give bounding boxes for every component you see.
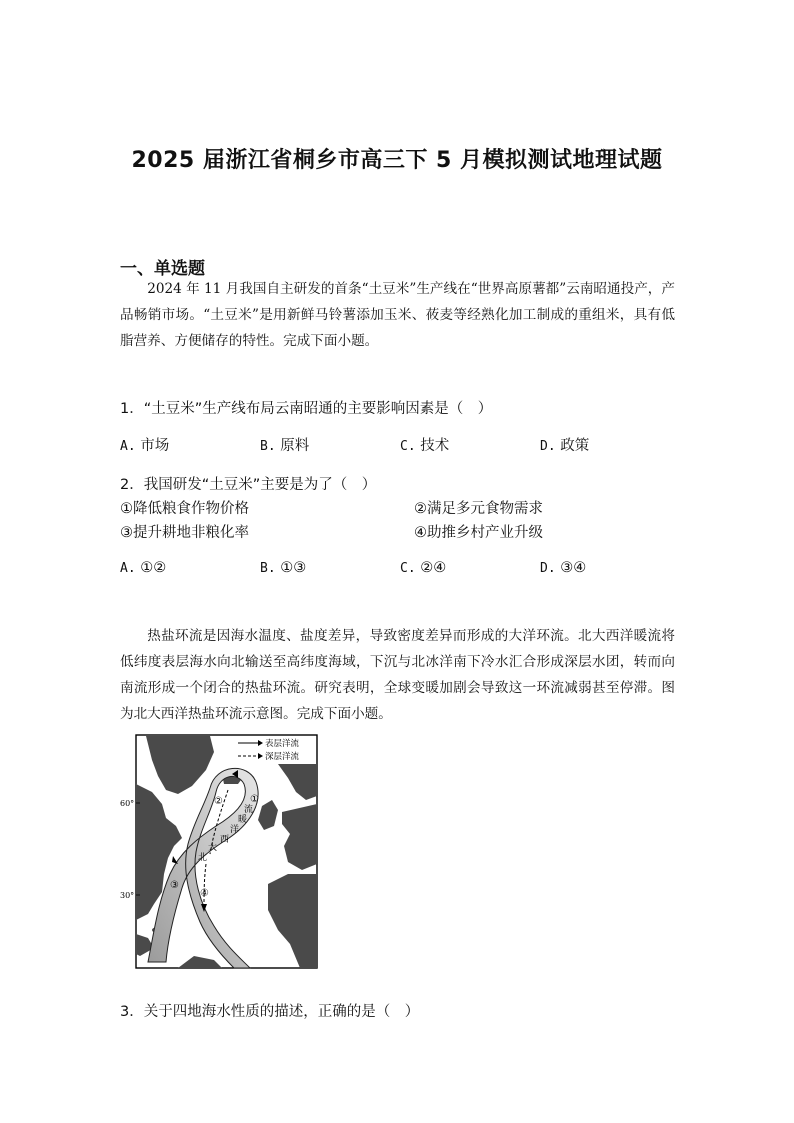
- q2-option-b: B. ①③: [260, 560, 307, 576]
- svg-text:北: 北: [198, 853, 208, 863]
- q2-choice-2: ②满足多元食物需求: [414, 501, 543, 517]
- question-1-stem: 1．“土豆米”生产线布局云南昭通的主要影响因素是（ ）: [120, 401, 493, 417]
- marker-2: ②: [214, 796, 223, 807]
- marker-4: ④: [200, 888, 209, 899]
- svg-text:洋: 洋: [230, 825, 240, 835]
- q2-choice-1: ①降低粮食作物价格: [120, 501, 249, 517]
- marker-1: ①: [250, 794, 259, 805]
- lat-60-label: 60°: [120, 799, 135, 808]
- svg-text:大: 大: [208, 843, 218, 853]
- question-2-stem: 2．我国研发“土豆米”主要是为了（ ）: [120, 477, 377, 493]
- page-title: 2025 届浙江省桐乡市高三下 5 月模拟测试地理试题: [131, 148, 663, 173]
- q1-option-c: C. 技术: [400, 438, 450, 454]
- svg-text:西: 西: [220, 835, 230, 845]
- question-3-stem: 3．关于四地海水性质的描述，正确的是（ ）: [120, 1004, 420, 1020]
- q2-option-d: D. ③④: [540, 560, 587, 576]
- passage-2: 热盐环流是因海水温度、盐度差异，导致密度差异而形成的大洋环流。北大西洋暖流将低纬度表层海水向北输送至高纬度海域，下沉与北冰洋南下冷水汇合形成深层水团，转而向南流形成一个闭合的热盐环流。研究表明，全球变暖加剧会导致这一环流减弱甚至停滞。图为北大西洋热盐环流示意图。完成下面小题。: [120, 628, 675, 722]
- q1-option-b: B. 原料: [260, 438, 310, 454]
- q1-option-d: D. 政策: [540, 438, 590, 454]
- q2-choice-3: ③提升耕地非粮化率: [120, 525, 249, 541]
- lat-30-label: 30°: [120, 891, 135, 900]
- svg-text:流: 流: [244, 805, 254, 815]
- q2-option-a: A. ①②: [120, 560, 167, 576]
- svg-text:暖: 暖: [238, 815, 248, 825]
- legend-surface-label: 表层洋流: [265, 739, 300, 749]
- q1-option-a: A. 市场: [120, 438, 170, 454]
- q2-choice-4: ④助推乡村产业升级: [414, 525, 543, 541]
- legend-deep-label: 深层洋流: [265, 752, 300, 762]
- passage-1: 2024 年 11 月我国自主研发的首条“土豆米”生产线在“世界高原薯都”云南昭通投产，产品畅销市场。“土豆米”是用新鲜马铃薯添加玉米、莜麦等经熟化加工制成的重组米，具有低脂营养、方便储存的特性。完成下面小题。: [120, 281, 675, 349]
- section-heading: 一、单选题: [120, 259, 205, 279]
- q2-option-c: C. ②④: [400, 560, 447, 576]
- thermohaline-circulation-map: [118, 734, 318, 970]
- marker-3: ③: [170, 880, 179, 891]
